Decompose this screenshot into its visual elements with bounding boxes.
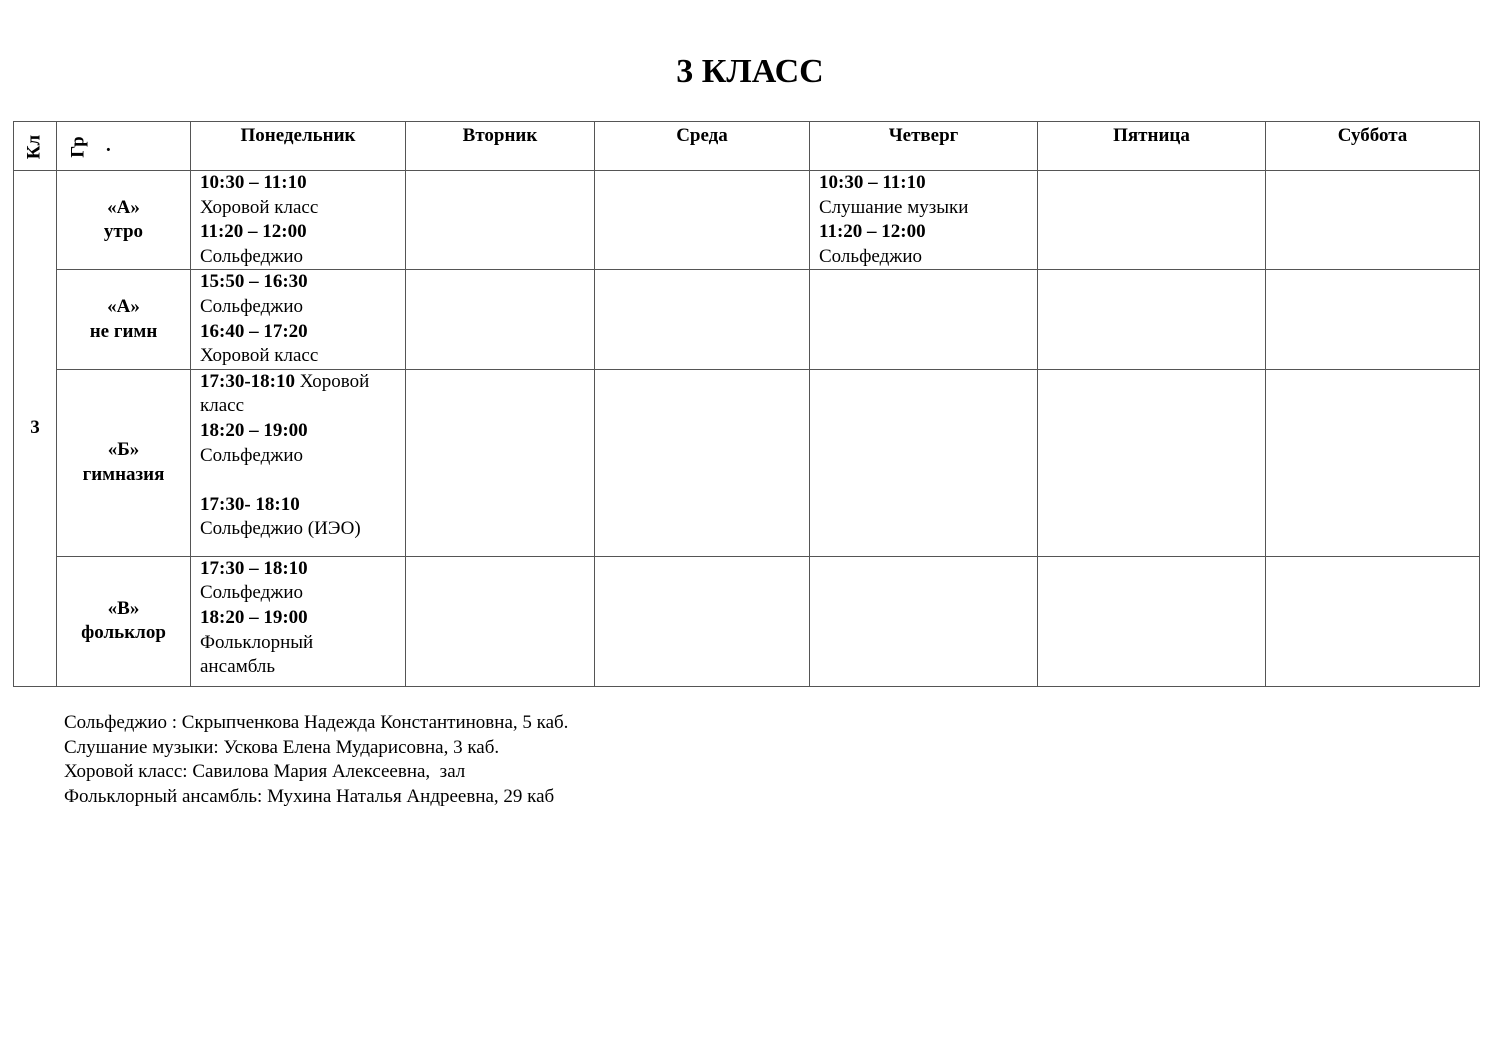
header-group-cell bbox=[57, 122, 191, 171]
header-class: Кл bbox=[23, 134, 45, 160]
lesson-subject: Сольфеджио bbox=[200, 295, 304, 317]
cell-saturday bbox=[1266, 270, 1480, 369]
header-class-cell bbox=[14, 122, 57, 171]
group-cell bbox=[57, 556, 191, 686]
lesson-subject: Сольфеджио (ИЭО) bbox=[200, 518, 361, 540]
group-letter: «А» bbox=[107, 295, 140, 317]
note-line: Хоровой класс: Савилова Мария Алексеевна, зал bbox=[64, 761, 466, 783]
lesson-time: 10:30 – 11:10 bbox=[200, 172, 307, 193]
class-number: 3 bbox=[14, 171, 57, 687]
cell-monday bbox=[191, 556, 406, 686]
lesson-subject: Хоровой класс bbox=[200, 370, 370, 417]
lesson-subject: Сольфеджио bbox=[819, 245, 923, 267]
table-row bbox=[14, 171, 1480, 270]
group-cell bbox=[57, 369, 191, 556]
group-label: не гимн bbox=[89, 320, 158, 342]
lesson-time: 18:20 – 19:00 bbox=[200, 606, 308, 628]
note-line: Слушание музыки: Ускова Елена Мударисовна, 3 каб. bbox=[64, 736, 500, 758]
lesson-time: 17:30-18:10 bbox=[200, 370, 295, 392]
cell-thursday bbox=[810, 369, 1038, 556]
group-label: утро bbox=[103, 221, 144, 243]
group-letter: «А» bbox=[107, 196, 140, 218]
cell-friday bbox=[1038, 270, 1266, 369]
lesson-subject: Сольфеджио bbox=[200, 245, 304, 267]
cell-wednesday bbox=[595, 556, 810, 686]
cell-monday bbox=[191, 369, 406, 556]
lesson-subject: Сольфеджио bbox=[200, 444, 304, 466]
cell-saturday bbox=[1266, 556, 1480, 686]
group-label: гимназия bbox=[82, 463, 165, 485]
cell-saturday bbox=[1266, 171, 1480, 270]
cell-friday bbox=[1038, 369, 1266, 556]
cell-monday bbox=[191, 171, 406, 270]
lesson-time: 15:50 – 16:30 bbox=[200, 271, 308, 293]
cell-thursday bbox=[810, 270, 1038, 369]
cell-thursday bbox=[810, 171, 1038, 270]
note-line: Фольклорный ансамбль: Мухина Наталья Андреевна, 29 каб bbox=[64, 785, 555, 807]
lesson-time: 11:20 – 12:00 bbox=[200, 221, 307, 243]
cell-saturday bbox=[1266, 369, 1480, 556]
lesson-entry bbox=[200, 370, 399, 419]
table-row bbox=[14, 369, 1480, 556]
lesson-time: 17:30- 18:10 bbox=[200, 493, 300, 515]
group-cell bbox=[57, 270, 191, 369]
cell-thursday bbox=[810, 556, 1038, 686]
header-group-dot: . bbox=[106, 135, 111, 156]
cell-wednesday bbox=[595, 171, 810, 270]
header-day-saturday: Суббота bbox=[1266, 122, 1480, 171]
teacher-notes bbox=[64, 711, 568, 809]
lesson-time: 16:40 – 17:20 bbox=[200, 320, 308, 342]
cell-friday bbox=[1038, 556, 1266, 686]
header-day-monday: Понедельник bbox=[191, 122, 406, 171]
cell-tuesday bbox=[406, 171, 595, 270]
group-letter: «Б» bbox=[107, 439, 140, 461]
lesson-time: 17:30 – 18:10 bbox=[200, 557, 308, 579]
cell-monday bbox=[191, 270, 406, 369]
note-line: Сольфеджио : Скрыпченкова Надежда Константиновна, 5 каб. bbox=[64, 712, 569, 733]
lesson-subject: Хоровой класс bbox=[200, 345, 319, 367]
cell-wednesday bbox=[595, 369, 810, 556]
schedule-table bbox=[13, 121, 1480, 687]
header-day-tuesday: Вторник bbox=[406, 122, 595, 171]
header-row bbox=[14, 122, 1480, 171]
group-label: фольклор bbox=[81, 622, 166, 644]
table-row bbox=[14, 556, 1480, 686]
group-cell bbox=[57, 171, 191, 270]
group-letter: «В» bbox=[107, 597, 140, 619]
lesson-subject: Сольфеджио bbox=[200, 582, 304, 604]
cell-tuesday bbox=[406, 270, 595, 369]
cell-tuesday bbox=[406, 369, 595, 556]
header-day-friday: Пятница bbox=[1038, 122, 1266, 171]
header-day-thursday: Четверг bbox=[810, 122, 1038, 171]
lesson-time: 10:30 – 11:10 bbox=[819, 172, 926, 193]
cell-tuesday bbox=[406, 556, 595, 686]
cell-wednesday bbox=[595, 270, 810, 369]
lesson-time: 18:20 – 19:00 bbox=[200, 419, 308, 441]
header-day-wednesday: Среда bbox=[595, 122, 810, 171]
lesson-subject: Фольклорный ансамбль bbox=[200, 631, 314, 678]
header-group: Гр bbox=[67, 136, 89, 158]
page-title: 3 КЛАСС bbox=[676, 53, 824, 90]
cell-friday bbox=[1038, 171, 1266, 270]
table-row bbox=[14, 270, 1480, 369]
lesson-time: 11:20 – 12:00 bbox=[819, 221, 926, 243]
lesson-subject: Слушание музыки bbox=[819, 196, 969, 218]
lesson-subject: Хоровой класс bbox=[200, 196, 319, 218]
